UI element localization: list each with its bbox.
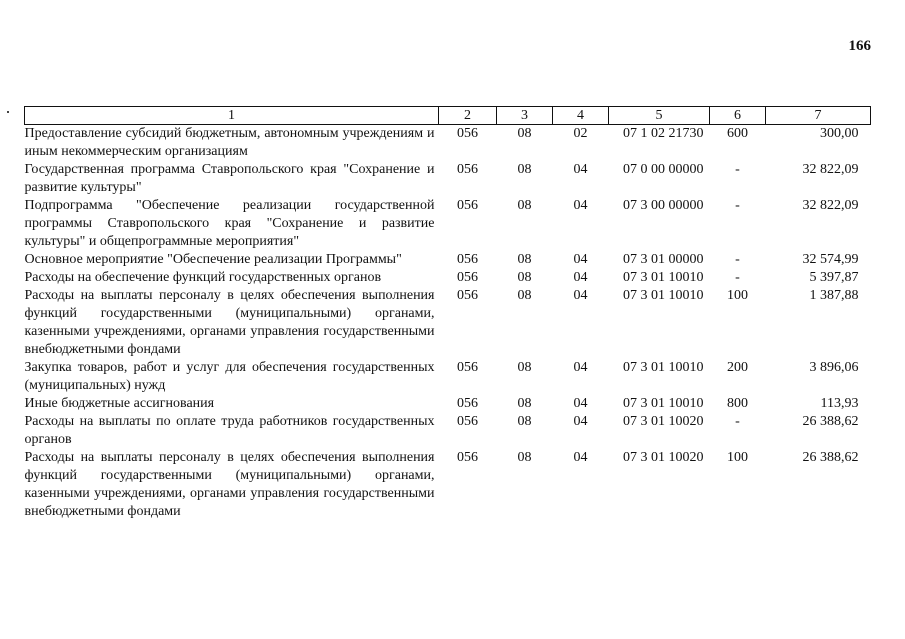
row-pr: 04 [573,450,588,465]
row-rz: 08 [517,162,532,177]
row-rz: 08 [517,450,532,465]
row-pr: 04 [573,414,588,429]
row-csr: 07 3 00 00000 [623,198,704,213]
row-pr: 04 [573,288,588,303]
row-csr: 07 3 01 10010 [623,270,704,285]
row-vr: - [735,414,740,429]
row-ved: 056 [457,198,478,213]
row-name: Расходы на обеспечение функций государственных органов [24,270,382,285]
row-pr: 04 [573,252,588,267]
row-ved: 056 [457,396,478,411]
row-name: Расходы на выплаты персоналу в целях обеспечения выполнения функций государственными (муниципальными) органами, казенными учреждениями, органами управления государственными внебюджетными фондами [24,288,435,357]
row-csr: 07 3 01 10020 [623,414,704,429]
row-name: Иные бюджетные ассигнования [24,396,215,411]
table-row [25,359,871,395]
row-ved: 056 [457,414,478,429]
row-name: Подпрограмма "Обеспечение реализации государственной программы Ставропольского края "Сохранение и развитие культуры" и общепрограммные мероприятия" [24,198,435,249]
table-row [25,449,871,521]
row-amount: 300,00 [820,126,859,141]
scan-speck [7,111,9,113]
row-vr: 100 [727,450,748,465]
header-col-2: 2 [439,107,497,125]
row-amount: 5 397,87 [809,270,859,285]
budget-table [24,106,871,521]
table-row [25,287,871,359]
row-rz: 08 [517,270,532,285]
row-rz: 08 [517,126,532,141]
table-row [25,197,871,251]
row-csr: 07 3 01 00000 [623,252,704,267]
row-csr: 07 3 01 10010 [623,288,704,303]
row-csr: 07 3 01 10010 [623,396,704,411]
header-col-1: 1 [25,107,439,125]
row-amount: 32 574,99 [802,252,859,267]
row-ved: 056 [457,288,478,303]
row-csr: 07 3 01 10020 [623,450,704,465]
row-pr: 04 [573,360,588,375]
row-ved: 056 [457,252,478,267]
row-ved: 056 [457,450,478,465]
row-pr: 04 [573,162,588,177]
table-row [25,269,871,287]
header-col-3: 3 [497,107,553,125]
row-amount: 26 388,62 [802,414,859,429]
row-name: Расходы на выплаты персоналу в целях обеспечения выполнения функций государственными (муниципальными) органами, казенными учреждениями, органами управления государственными внебюджетными фондами [24,450,435,519]
row-pr: 04 [573,270,588,285]
row-ved: 056 [457,270,478,285]
row-pr: 04 [573,198,588,213]
table-row [25,395,871,413]
table-row [25,161,871,197]
row-vr: 100 [727,288,748,303]
table-header-row [25,107,871,125]
row-name: Расходы на выплаты по оплате труда работников государственных органов [24,414,435,447]
row-pr: 02 [573,126,588,141]
row-rz: 08 [517,288,532,303]
row-rz: 08 [517,360,532,375]
row-name: Основное мероприятие "Обеспечение реализации Программы" [24,252,402,267]
row-rz: 08 [517,396,532,411]
row-vr: - [735,252,740,267]
row-name: Государственная программа Ставропольского края "Сохранение и развитие культуры" [24,162,435,195]
row-amount: 32 822,09 [802,162,859,177]
row-amount: 3 896,06 [809,360,859,375]
row-vr: - [735,270,740,285]
header-col-7: 7 [766,107,871,125]
row-vr: - [735,198,740,213]
table-row [25,251,871,269]
row-ved: 056 [457,360,478,375]
page-number: 166 [848,38,871,54]
row-amount: 1 387,88 [809,288,859,303]
row-name: Закупка товаров, работ и услуг для обеспечения государственных (муниципальных) нужд [24,360,435,393]
row-rz: 08 [517,252,532,267]
row-amount: 26 388,62 [802,450,859,465]
row-rz: 08 [517,198,532,213]
header-col-6: 6 [710,107,766,125]
row-vr: - [735,162,740,177]
row-ved: 056 [457,126,478,141]
table-row [25,413,871,449]
row-vr: 200 [727,360,748,375]
row-csr: 07 3 01 10010 [623,360,704,375]
row-pr: 04 [573,396,588,411]
row-rz: 08 [517,414,532,429]
row-amount: 32 822,09 [802,198,859,213]
row-vr: 600 [727,126,748,141]
row-name: Предоставление субсидий бюджетным, автономным учреждениям и иным некоммерческим организациям [24,126,435,159]
row-vr: 800 [727,396,748,411]
header-col-5: 5 [609,107,710,125]
row-csr: 07 0 00 00000 [623,162,704,177]
header-col-4: 4 [553,107,609,125]
table-row [25,125,871,162]
row-csr: 07 1 02 21730 [623,126,704,141]
row-amount: 113,93 [820,396,859,411]
row-ved: 056 [457,162,478,177]
